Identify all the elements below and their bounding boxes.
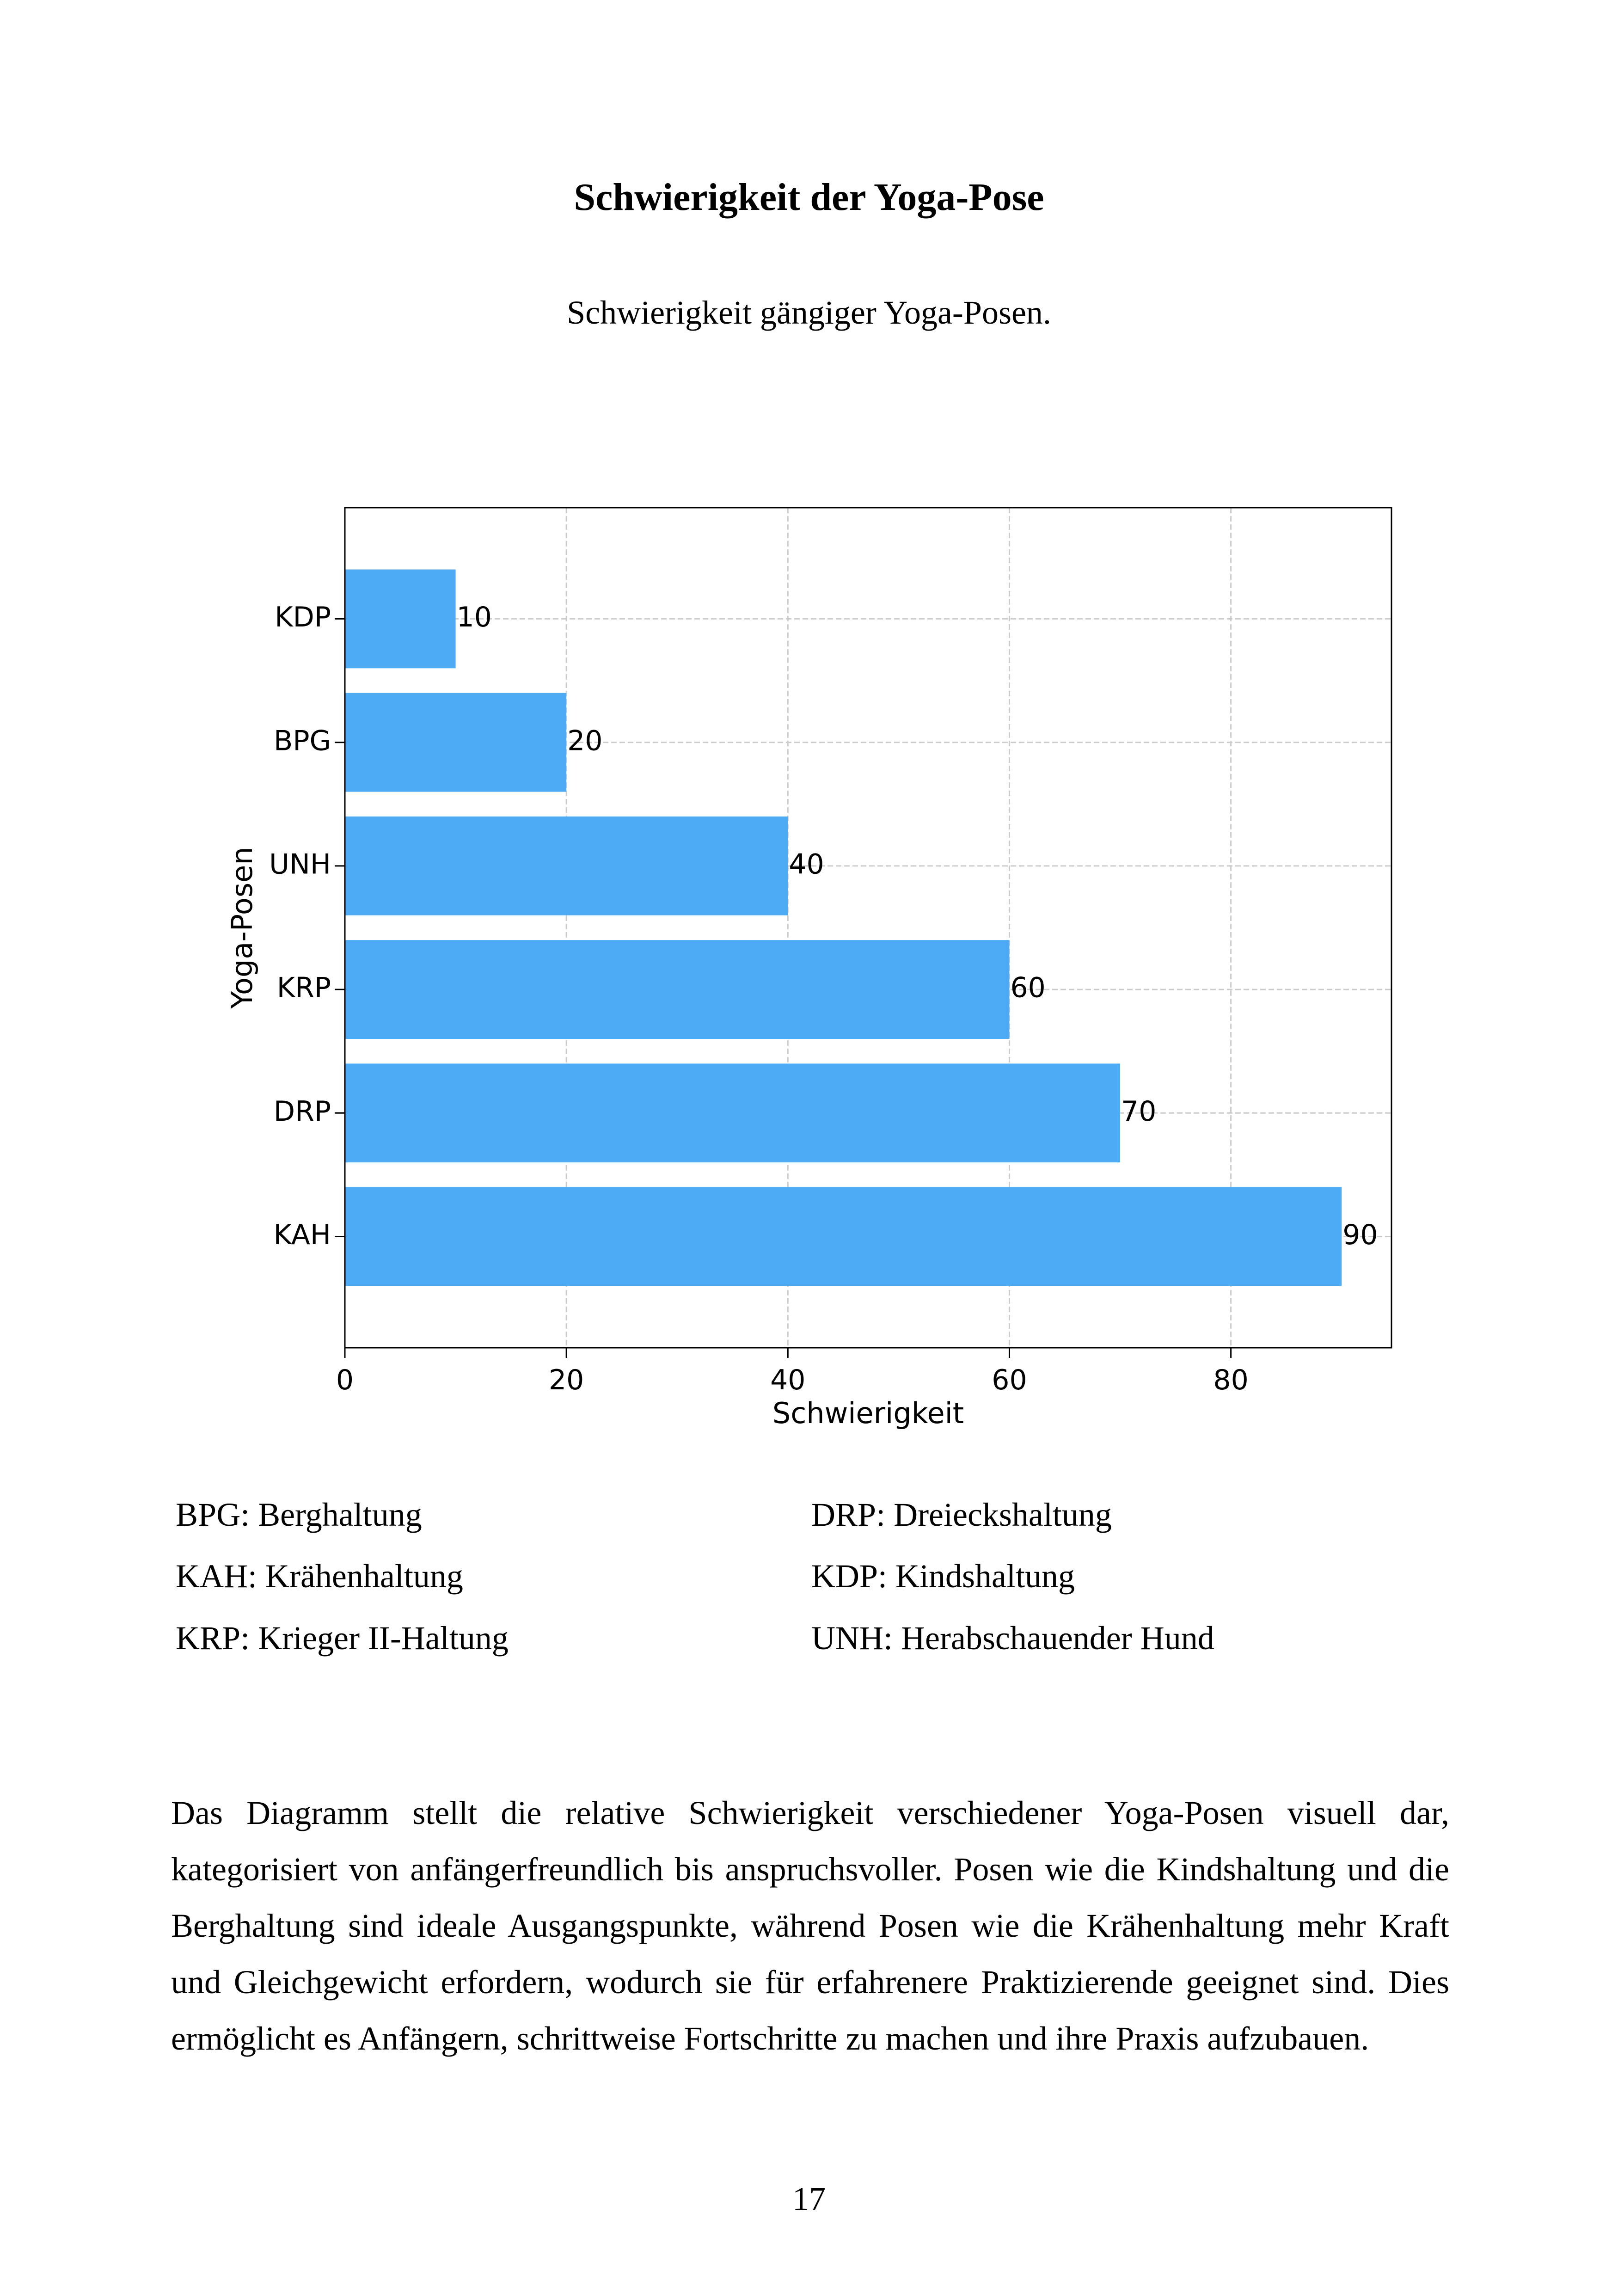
bar: [345, 1187, 1342, 1286]
bar: [345, 1063, 1120, 1162]
y-tick-label: UNH: [269, 848, 331, 881]
y-tick-label: KDP: [275, 601, 331, 634]
bar: [345, 816, 788, 915]
chart-caption: Schwierigkeit gängiger Yoga-Posen.: [567, 294, 1051, 331]
bar: [345, 940, 1009, 1039]
y-axis-label: Yoga-Posen: [225, 847, 259, 1009]
page-title: Schwierigkeit der Yoga-Pose: [574, 176, 1044, 219]
y-tick-label: KAH: [273, 1219, 331, 1252]
legend-item: BPG: Berghaltung: [176, 1496, 422, 1533]
legend-item: KAH: Krähenhaltung: [176, 1558, 463, 1595]
bar: [345, 570, 456, 669]
x-tick-label: 40: [770, 1364, 806, 1396]
y-tick-label: BPG: [274, 724, 331, 757]
bar-value-label: 70: [1121, 1095, 1157, 1128]
legend-item: DRP: Dreieckshaltung: [811, 1496, 1112, 1533]
x-tick-label: 80: [1213, 1364, 1249, 1396]
bar-value-label: 40: [789, 848, 824, 881]
legend-item: UNH: Herabschauender Hund: [811, 1620, 1214, 1657]
x-tick-label: 0: [336, 1364, 354, 1396]
x-axis-label: Schwierigkeit: [772, 1396, 964, 1430]
page-number: 17: [792, 2180, 826, 2217]
x-tick-label: 20: [548, 1364, 584, 1396]
legend-item: KRP: Krieger II-Haltung: [176, 1620, 509, 1657]
y-tick-label: DRP: [273, 1095, 331, 1128]
bar-value-label: 90: [1342, 1219, 1378, 1252]
bar: [345, 693, 566, 792]
legend-item: KDP: Kindshaltung: [811, 1558, 1075, 1595]
bar-value-label: 60: [1010, 971, 1046, 1004]
bar-value-label: 20: [567, 724, 603, 757]
x-tick-label: 60: [992, 1364, 1027, 1396]
body-paragraph: Das Diagramm stellt die relative Schwierigkeit verschiedener Yoga-Posen visuell dar, kategorisiert von anfängerfreundlich bis anspruchsvoller. Posen wie die Kindshaltung und die Berghaltung sind ideale Ausgangspunkte, während Posen wie die Krähenhaltung mehr Kraft und Gleichgewicht erfordern, wodurch sie für erfahrenere Praktizierende geeignet sind. Dies ermöglicht es Anfängern, schrittweise Fortschritte zu machen und ihre Praxis aufzubauen.: [171, 1794, 1449, 2057]
bar-value-label: 10: [456, 601, 492, 634]
y-tick-label: KRP: [276, 971, 331, 1004]
